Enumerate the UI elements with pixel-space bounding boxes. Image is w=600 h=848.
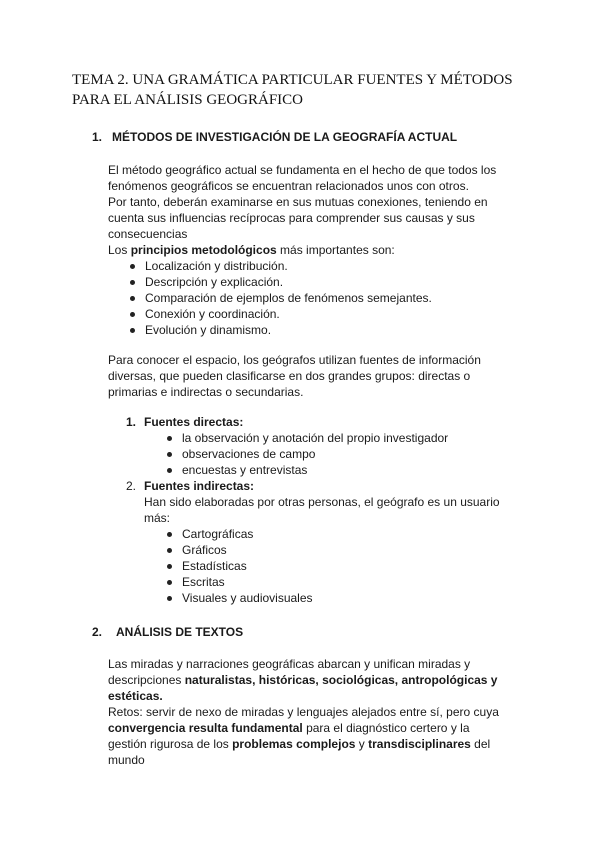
challenges-bold-transdisciplinary: transdisciplinares <box>368 737 471 751</box>
direct-sources-list <box>162 430 508 478</box>
list-item: Gráficos <box>162 542 508 558</box>
indirect-sources-item <box>126 478 508 606</box>
list-item: Comparación de ejemplos de fenómenos semejantes. <box>125 290 508 306</box>
section-2-body <box>108 656 508 768</box>
principles-bold: principios metodológicos <box>130 243 277 257</box>
connections-paragraph: Por tanto, deberán examinarse en sus mutuas conexiones, teniendo en cuenta sus influencias recíprocas para comprender sus causas y sus consecuencias <box>108 195 488 241</box>
list-item: observaciones de campo <box>162 446 508 462</box>
indirect-sources-label: Fuentes indirectas: <box>144 479 255 493</box>
challenges-paragraph <box>108 704 508 768</box>
method-paragraph: El método geográfico actual se fundamenta en el hecho de que todos los fenómenos geográficos se encuentran relacionados unos con otros. <box>108 163 497 193</box>
section-2-number: 2. <box>92 625 103 639</box>
challenges-text-c: para el diagnóstico certero y la gestión rigurosa de los <box>108 721 470 751</box>
section-1-body <box>108 162 508 606</box>
direct-sources-label: Fuentes directas: <box>144 415 244 429</box>
narratives-paragraph <box>108 656 508 704</box>
list-item: la observación y anotación del propio investigador <box>162 430 508 446</box>
challenges-bold-problems: problemas complejos <box>232 737 356 751</box>
list-item: Conexión y coordinación. <box>125 306 508 322</box>
indirect-sources-number: 2. <box>126 479 137 493</box>
section-2-heading <box>92 624 243 640</box>
section-1-title: MÉTODOS DE INVESTIGACIÓN DE LA GEOGRAFÍA ACTUAL <box>112 130 458 144</box>
list-item: Estadísticas <box>162 558 508 574</box>
indirect-sources-list <box>162 526 508 606</box>
narratives-bold: naturalistas, históricas, sociológicas, antropológicas y estéticas. <box>108 673 498 703</box>
narratives-text: Las miradas y narraciones geográficas abarcan y unifican miradas y descripciones <box>108 657 471 687</box>
list-item: Localización y distribución. <box>125 258 508 274</box>
section-1-number: 1. <box>92 130 103 144</box>
direct-sources-item <box>126 414 508 478</box>
section-2-title: ANÁLISIS DE TEXTOS <box>116 625 244 639</box>
document-title: TEMA 2. UNA GRAMÁTICA PARTICULAR FUENTES Y MÉTODOS PARA EL ANÁLISIS GEOGRÁFICO <box>72 72 513 108</box>
list-item: Visuales y audiovisuales <box>162 590 508 606</box>
list-item: Cartográficas <box>162 526 508 542</box>
principles-intro <box>108 242 508 258</box>
direct-sources-number: 1. <box>126 415 137 429</box>
challenges-text-e: y <box>355 737 369 751</box>
challenges-text-a: Retos: servir de nexo de miradas y lenguajes alejados entre sí, pero cuya <box>108 705 499 719</box>
principles-suffix: más importantes son: <box>276 243 395 257</box>
section-1-heading <box>92 129 457 145</box>
challenges-bold-convergence: convergencia resulta fundamental <box>108 721 303 735</box>
challenges-text-g: del mundo <box>108 737 491 767</box>
principles-list <box>125 258 508 338</box>
list-item: Escritas <box>162 574 508 590</box>
indirect-sources-description: Han sido elaboradas por otras personas, el geógrafo es un usuario más: <box>144 495 500 525</box>
principles-prefix: Los <box>108 243 131 257</box>
sources-intro-paragraph: Para conocer el espacio, los geógrafos utilizan fuentes de información diversas, que pueden clasificarse en dos grandes grupos: directas o primarias e indirectas o secundarias. <box>108 353 481 399</box>
list-item: encuestas y entrevistas <box>162 462 508 478</box>
list-item: Descripción y explicación. <box>125 274 508 290</box>
list-item: Evolución y dinamismo. <box>125 322 508 338</box>
